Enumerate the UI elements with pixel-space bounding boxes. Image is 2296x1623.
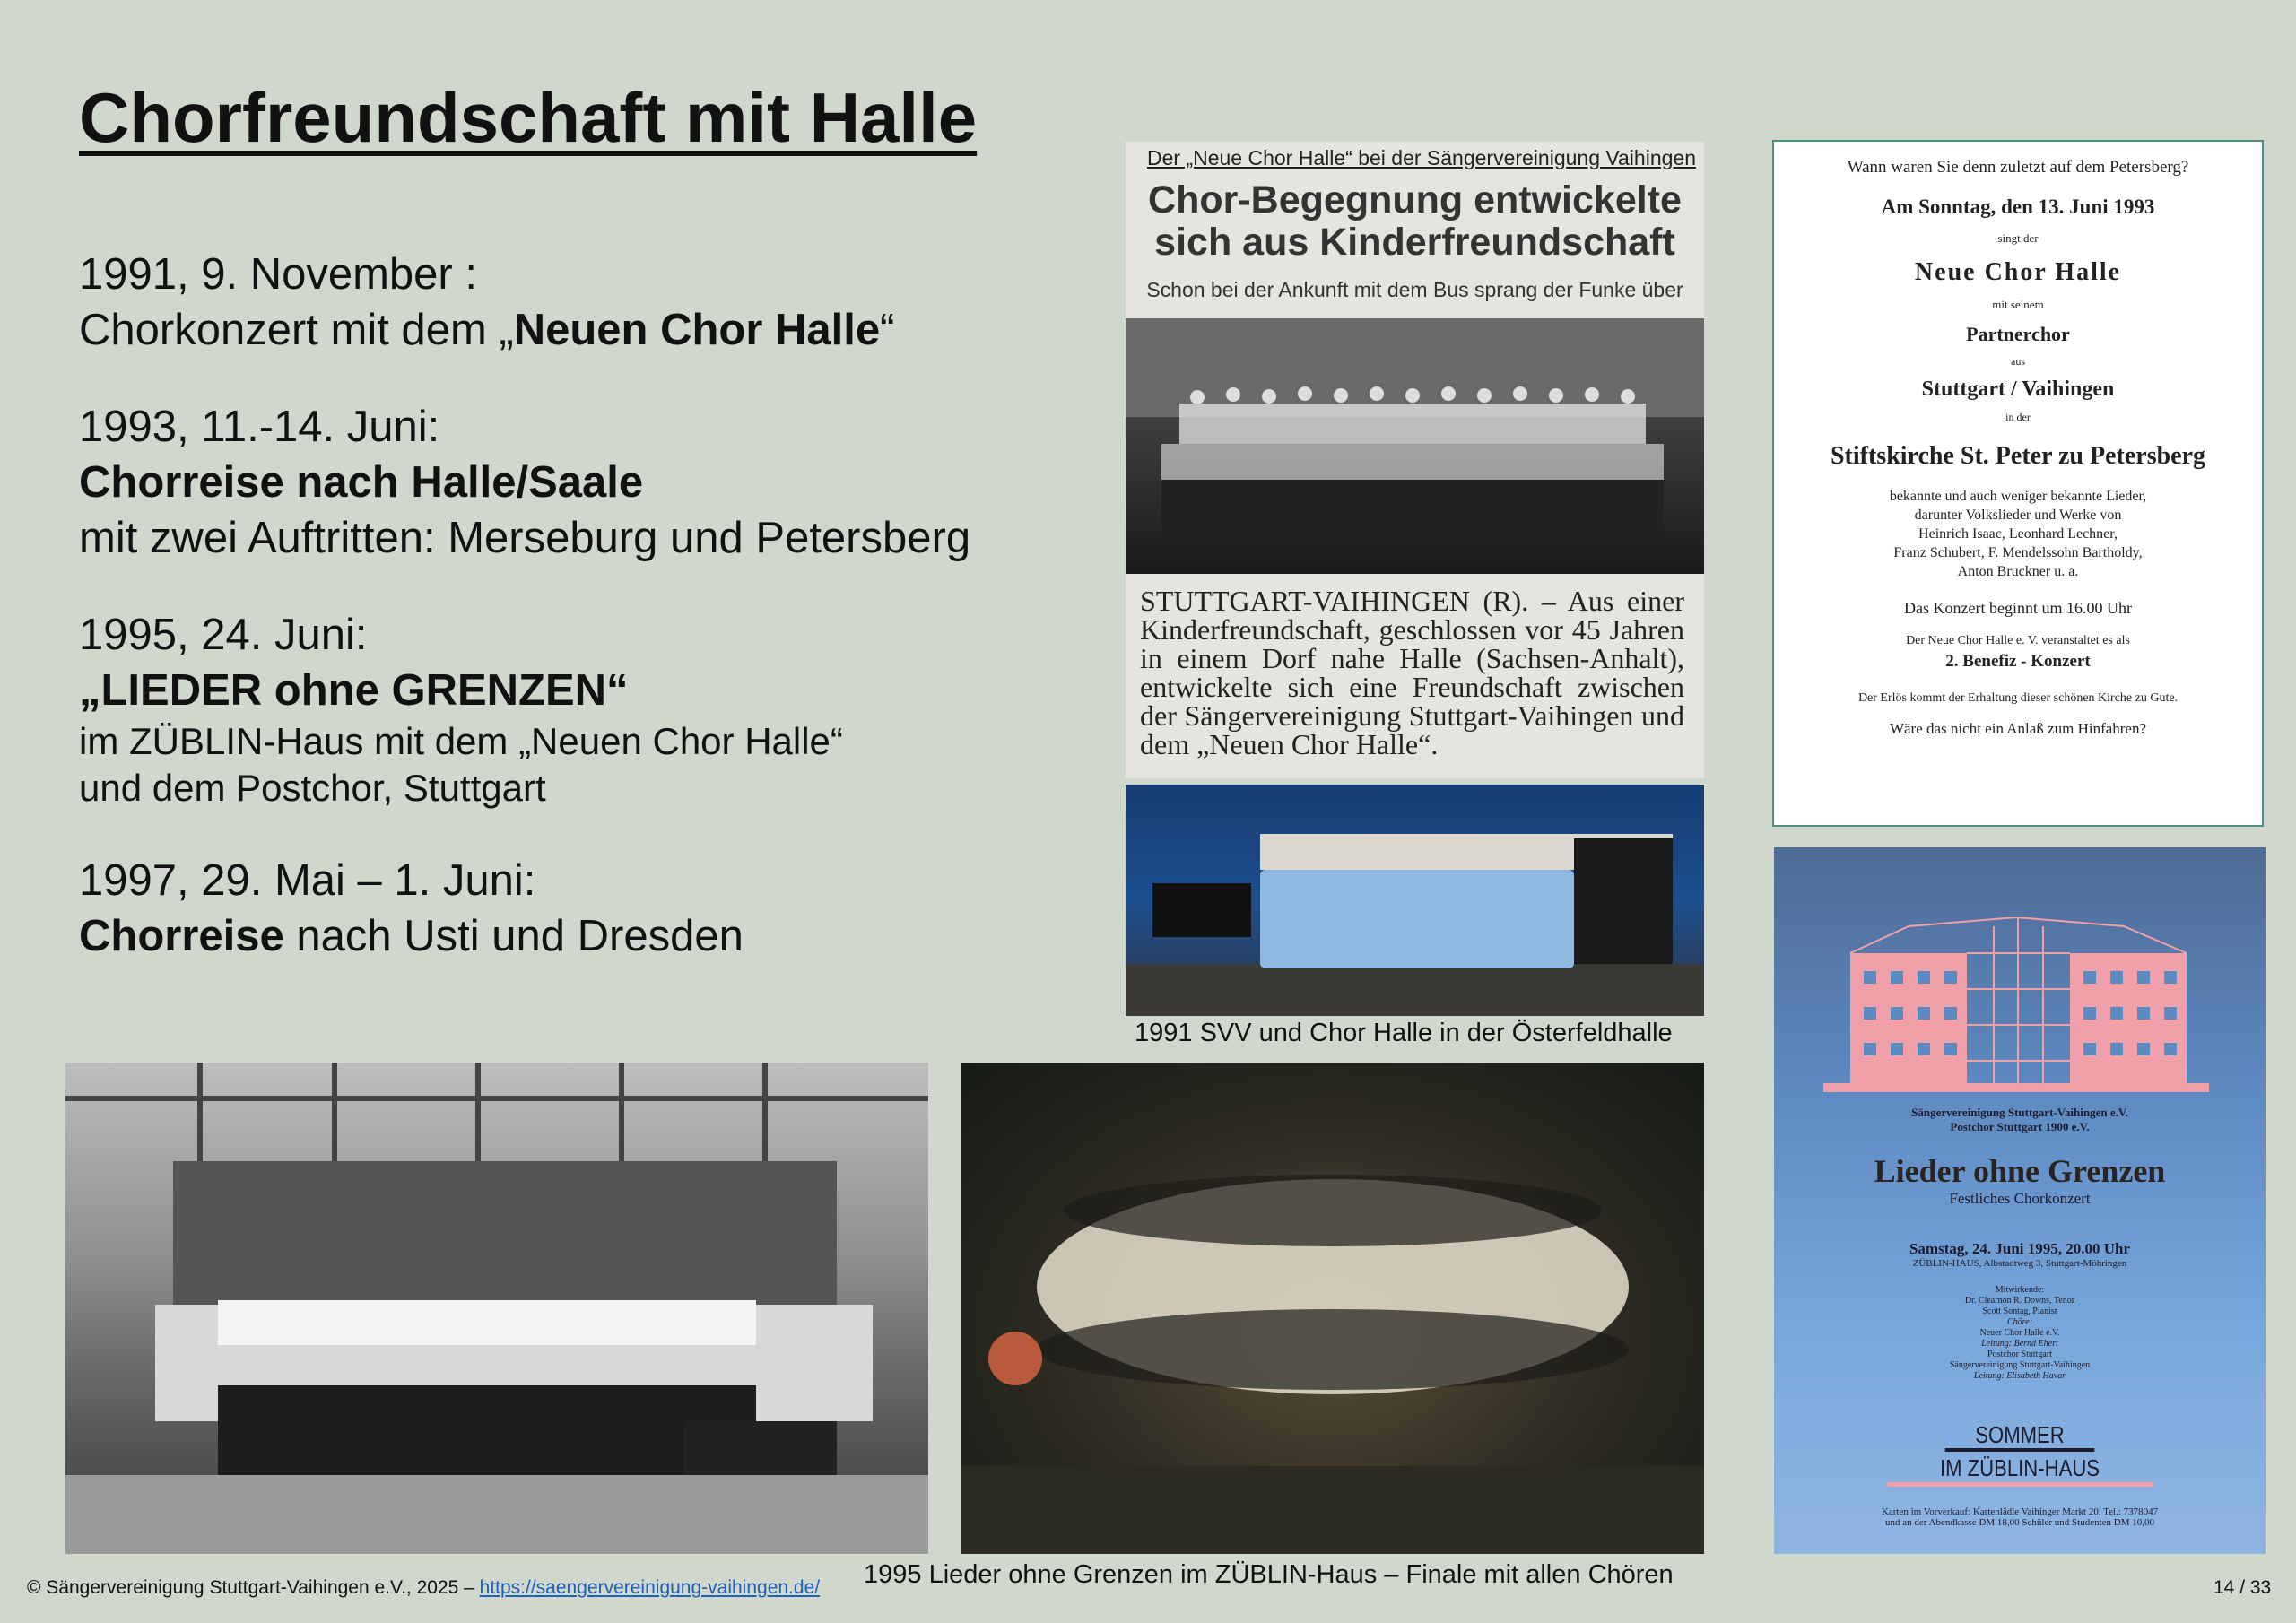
photo-bw-zueblin <box>65 1063 928 1554</box>
flyer-line: aus <box>2011 355 2025 368</box>
clipping-headline-line: Chor-Begegnung entwickelte <box>1148 178 1682 221</box>
choir-photo-image <box>1126 318 1704 574</box>
entry-description: mit zwei Auftritten: Merseburg und Petersberg <box>79 514 971 562</box>
flyer-line: singt der <box>1997 231 2039 245</box>
choir-name: Neuen Chor Halle <box>513 306 881 354</box>
photo-1991-concert <box>1126 785 1704 1016</box>
clipping-subline: Schon bei der Ankunft mit dem Bus sprang der Funke über <box>1146 278 1683 301</box>
poster-line: Scott Sontag, Pianist <box>1982 1306 2057 1316</box>
flyer-line: Wann waren Sie denn zuletzt auf dem Petersberg? <box>1847 158 2189 177</box>
poster-sommer-line1: SOMMER <box>1945 1421 2095 1452</box>
entry-heading: „LIEDER ohne GRENZEN“ <box>79 666 629 715</box>
entry-text: Chorkonzert mit dem „ <box>79 306 514 354</box>
entry-description: im ZÜBLIN-Haus mit dem „Neuen Chor Halle“ <box>79 720 843 762</box>
poster-date: Samstag, 24. Juni 1995, 20.00 Uhr <box>1909 1240 2131 1257</box>
timeline-entry-1993 <box>79 399 1092 566</box>
photo-1991-image <box>1126 785 1704 1016</box>
entry-heading: Chorreise <box>79 912 284 960</box>
timeline-entry-1995 <box>79 607 1092 812</box>
entry-description: und dem Postchor, Stuttgart <box>79 767 546 809</box>
entry-description <box>79 302 1092 358</box>
footer-copyright: © Sängervereinigung Stuttgart-Vaihingen e.V., 2025 – <box>27 1577 480 1598</box>
flyer-benefit: 2. Benefiz - Konzert <box>1945 652 2091 671</box>
flyer-line: in der <box>2005 411 2031 423</box>
flyer-line: Der Neue Chor Halle e. V. veranstaltet es als <box>1906 634 2130 647</box>
timeline-entry-1991 <box>79 247 1092 358</box>
flyer-city: Stuttgart / Vaihingen <box>1921 378 2115 401</box>
page-number: 14 / 33 <box>2213 1577 2272 1598</box>
poster-tickets: und an der Abendkasse DM 18,00 Schüler und Studenten DM 10,00 <box>1884 1517 2155 1528</box>
poster-organizer: Sängervereinigung Stuttgart-Vaihingen e.V. <box>1911 1106 2128 1119</box>
building-illustration <box>1774 917 2266 1106</box>
poster-subtitle: Festliches Chorkonzert <box>1949 1190 2091 1207</box>
flyer-venue: Stiftskirche St. Peter zu Petersberg <box>1830 442 2206 470</box>
photo-bw-image <box>65 1063 928 1554</box>
entry-date: 1993, 11.-14. Juni: <box>79 403 440 451</box>
poster-1995-concert <box>1774 847 2266 1554</box>
poster-venue: ZÜBLIN-HAUS, Albstadtweg 3, Stuttgart-Möhringen <box>1912 1258 2127 1269</box>
entry-date: 1991, 9. November : <box>79 250 477 299</box>
photo-1995-image <box>961 1063 1704 1554</box>
footer-website-link[interactable]: https://saengervereinigung-vaihingen.de/ <box>479 1577 821 1598</box>
clipping-headline-line: sich aus Kinderfreundschaft <box>1154 221 1675 264</box>
poster-line: Postchor Stuttgart <box>1987 1350 2052 1359</box>
footer <box>27 1577 820 1599</box>
clipping-headline <box>1126 179 1704 264</box>
caption-1991: 1991 SVV und Chor Halle in der Österfeldhalle <box>1135 1019 1673 1047</box>
poster-line: Dr. Clearnon R. Downs, Tenor <box>1964 1296 2075 1306</box>
timeline <box>79 247 1092 1005</box>
poster-sommer-line2: IM ZÜBLIN-HAUS <box>1886 1454 2153 1487</box>
clipping-topline: Der „Neue Chor Halle“ bei der Sängervereinigung Vaihingen <box>1147 146 1696 169</box>
flyer-line: Franz Schubert, F. Mendelssohn Bartholdy, <box>1893 545 2143 560</box>
entry-description <box>79 908 1092 964</box>
poster-title: Lieder ohne Grenzen <box>1874 1153 2166 1189</box>
newspaper-clipping <box>1126 142 1704 778</box>
photo-1995-finale <box>961 1063 1704 1554</box>
poster-tickets: Karten im Vorverkauf: Kartenlädle Vaihinger Markt 20, Tel.: 7378047 <box>1881 1506 2159 1517</box>
flyer-program <box>1774 487 2262 581</box>
poster-line: Leitung: Bernd Ehert <box>1981 1339 2058 1349</box>
flyer-time: Das Konzert beginnt um 16.00 Uhr <box>1904 599 2132 617</box>
poster-line: Mitwirkende: <box>1995 1285 2045 1295</box>
flyer-line: bekannte und auch weniger bekannte Lieder, <box>1889 489 2147 504</box>
flyer-partner: Partnerchor <box>1966 323 2070 345</box>
poster-line: Chöre: <box>2007 1317 2032 1327</box>
flyer-1993-concert <box>1772 140 2264 827</box>
flyer-date: Am Sonntag, den 13. Juni 1993 <box>1881 195 2155 218</box>
poster-line: Neuer Chor Halle e.V. <box>1979 1328 2060 1338</box>
poster-line: Sängervereinigung Stuttgart-Vaihingen <box>1949 1360 2091 1370</box>
entry-heading: Chorreise nach Halle/Saale <box>79 458 644 507</box>
clipping-choir-photo <box>1126 318 1704 574</box>
flyer-line: Heinrich Isaac, Leonhard Lechner, <box>1918 526 2118 542</box>
entry-text: nach Usti und Dresden <box>283 912 744 960</box>
poster-organizer: Postchor Stuttgart 1900 e.V. <box>1950 1120 2090 1133</box>
flyer-line: Der Erlös kommt der Erhaltung dieser schönen Kirche zu Gute. <box>1857 691 2179 705</box>
flyer-line: Anton Bruckner u. a. <box>1957 564 2079 579</box>
flyer-line: Wäre das nicht ein Anlaß zum Hinfahren? <box>1889 720 2147 737</box>
slide-title: Chorfreundschaft mit Halle <box>79 78 978 157</box>
poster-line: Leitung: Elisabeth Havar <box>1973 1371 2066 1381</box>
entry-date: 1995, 24. Juni: <box>79 611 368 659</box>
caption-1995: 1995 Lieder ohne Grenzen im ZÜBLIN-Haus – Finale mit allen Chören <box>864 1560 1674 1589</box>
poster-contributors <box>1774 1285 2266 1382</box>
timeline-entry-1997 <box>79 853 1092 964</box>
flyer-choir-name: Neue Chor Halle <box>1914 258 2122 286</box>
clipping-body-text: STUTTGART-VAIHINGEN (R). – Aus einer Kinderfreundschaft, geschlossen vor 45 Jahren in einem Dorf nahe Halle (Sachsen-Anhalt), entwickelte sich eine Freundschaft zwischen der Sängervereinigung Stuttgart-Vaihingen und dem „Neuen Chor Halle“. <box>1140 585 1684 760</box>
flyer-line: mit seinem <box>1992 298 2044 311</box>
entry-text: “ <box>880 306 895 354</box>
flyer-line: darunter Volkslieder und Werke von <box>1914 508 2122 523</box>
entry-date: 1997, 29. Mai – 1. Juni: <box>79 856 536 905</box>
